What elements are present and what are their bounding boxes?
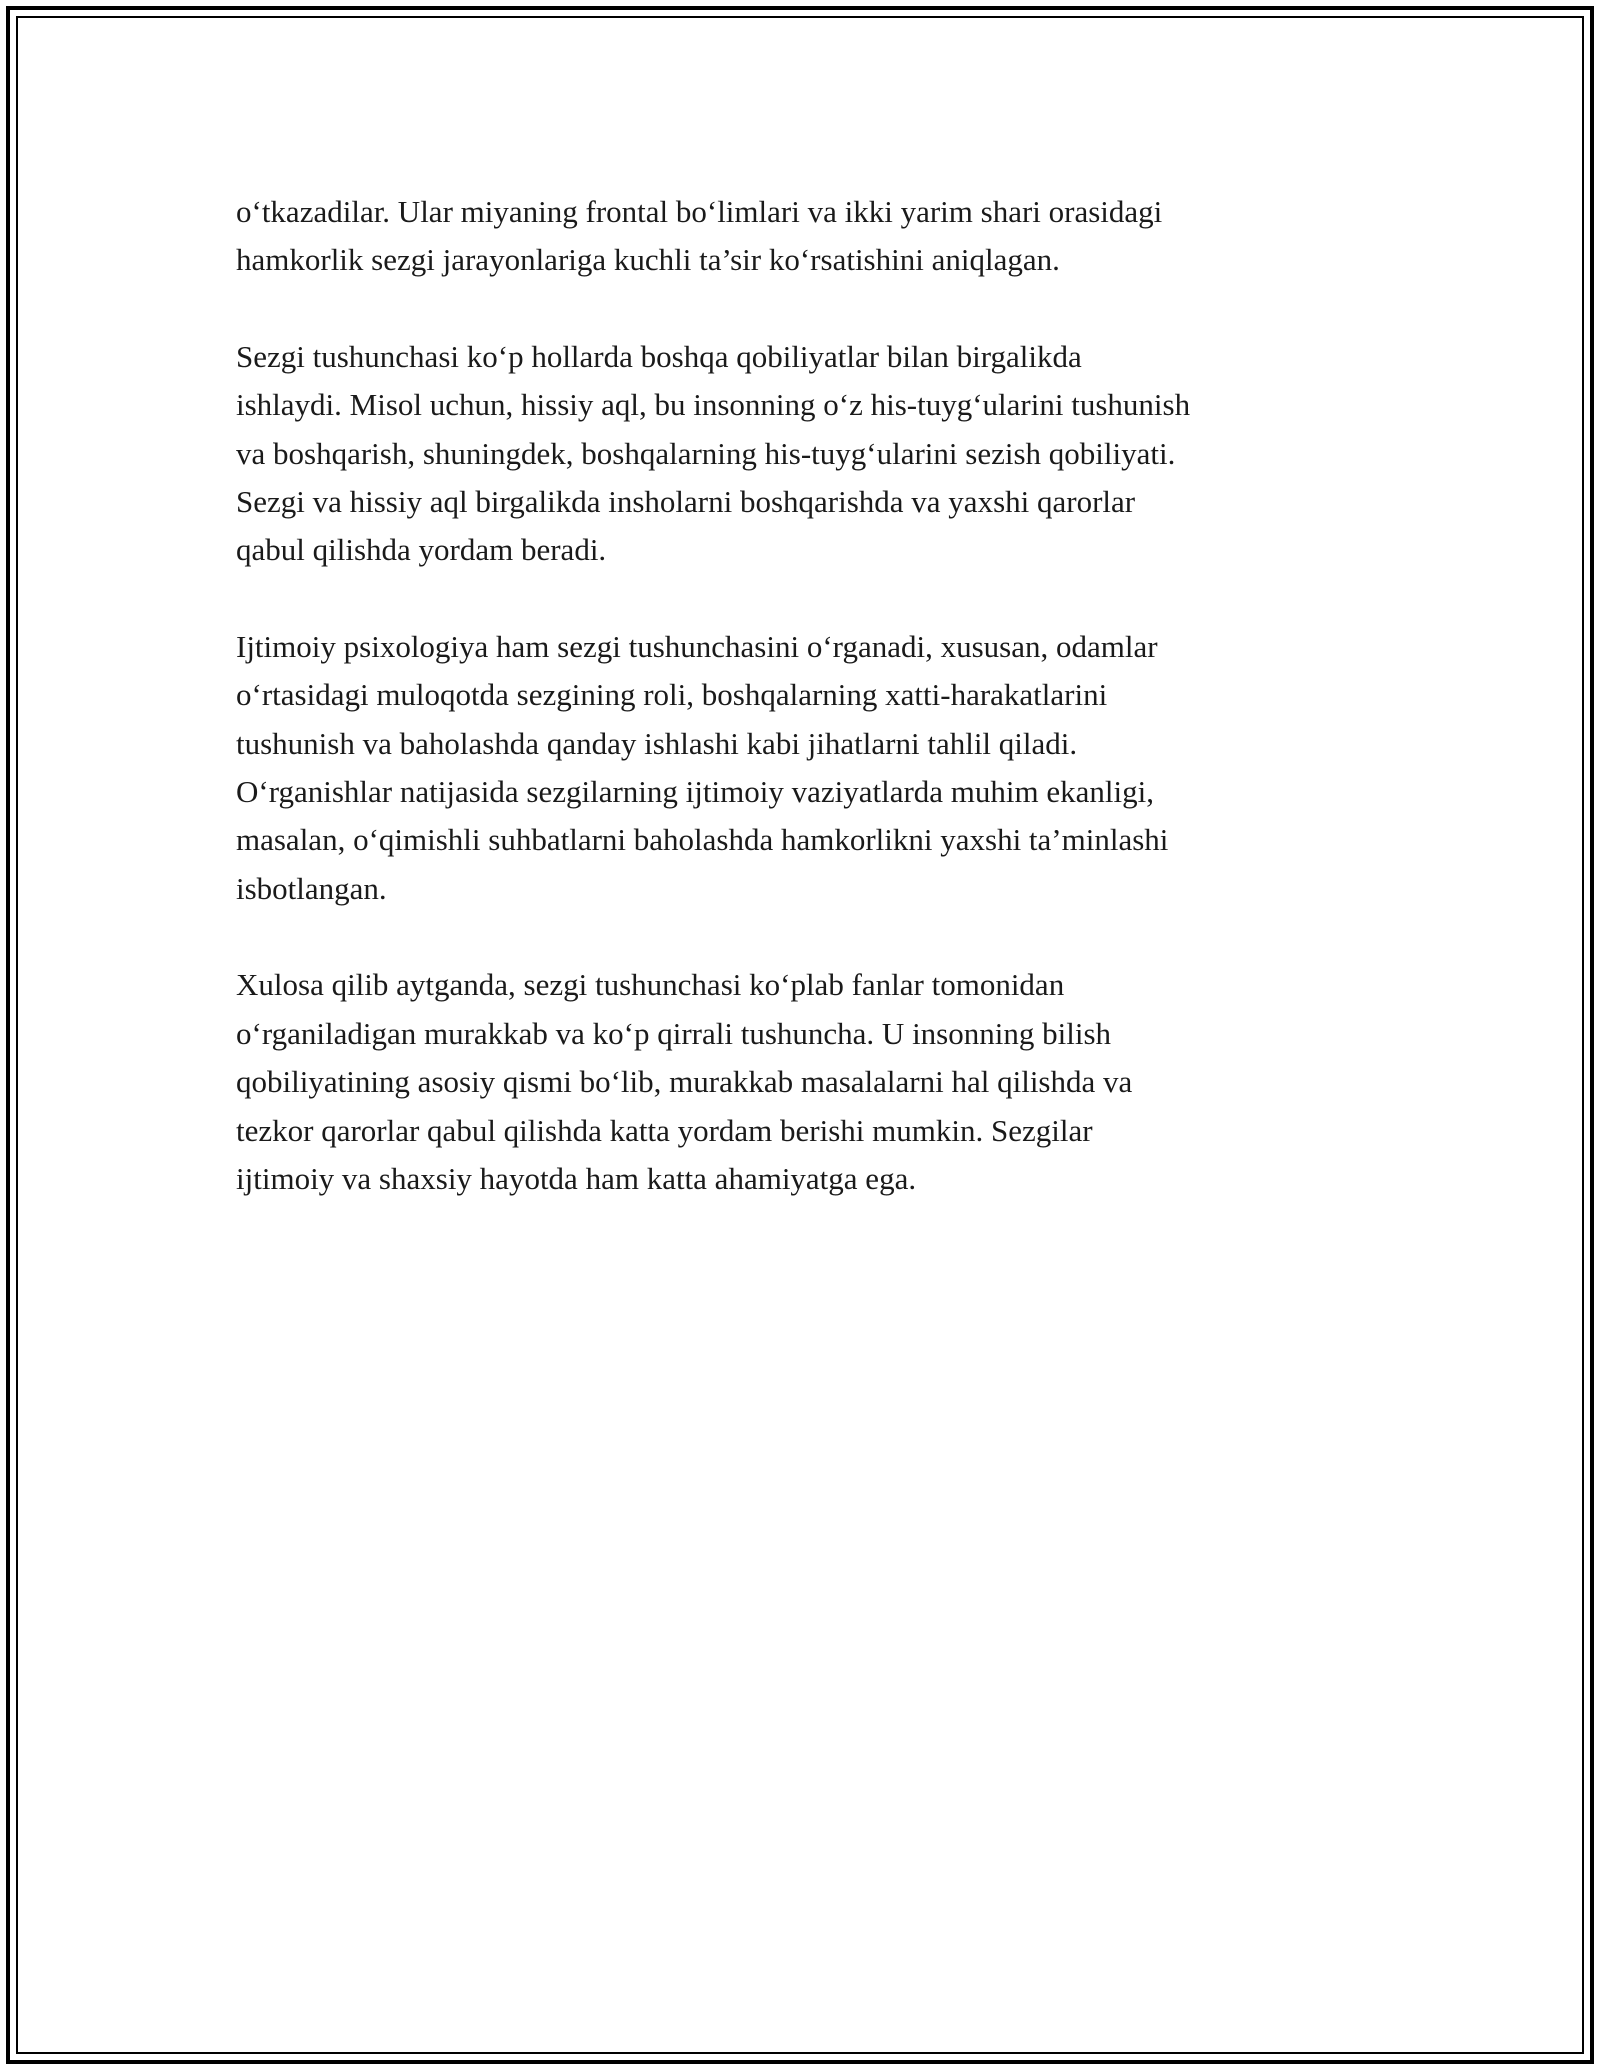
text-line: va boshqarish, shuningdek, boshqalarning his-tuyg‘ularini sezish qobiliyati.	[236, 435, 1176, 471]
text-line: o‘rtasidagi muloqotda sezgining roli, boshqalarning xatti-harakatlarini	[236, 677, 1108, 713]
text-line: Sezgi va hissiy aql birgalikda insholarni boshqarishda va yaxshi qarorlar	[236, 484, 1136, 520]
text-line: ijtimoiy va shaxsiy hayotda ham katta ahamiyatga ega.	[236, 1160, 917, 1196]
paragraph	[236, 623, 1376, 913]
text-line: tezkor qarorlar qabul qilishda katta yordam berishi mumkin. Sezgilar	[236, 1112, 1093, 1148]
text-line: Sezgi tushunchasi ko‘p hollarda boshqa qobiliyatlar bilan birgalikda	[236, 338, 1082, 374]
text-line: qabul qilishda yordam beradi.	[236, 532, 607, 568]
text-line: o‘tkazadilar. Ular miyaning frontal bo‘limlari va ikki yarim shari orasidagi	[236, 194, 1163, 229]
text-line: o‘rganiladigan murakkab va ko‘p qirrali tushuncha. U insonning bilish	[236, 1015, 1112, 1051]
text-line: Ijtimoiy psixologiya ham sezgi tushunchasini o‘rganadi, xususan, odamlar	[236, 628, 1158, 664]
text-line: qobiliyatining asosiy qismi bo‘lib, murakkab masalalarni hal qilishda va	[236, 1064, 1133, 1100]
text-line: tushunish va baholashda qanday ishlashi kabi jihatlarni tahlil qiladi.	[236, 725, 1078, 761]
paragraph	[236, 333, 1376, 575]
paragraph	[236, 188, 1376, 285]
text-line: isbotlangan.	[236, 870, 387, 906]
text-line: hamkorlik sezgi jarayonlariga kuchli ta’sir ko‘rsatishini aniqlagan.	[236, 242, 1060, 278]
text-line: Xulosa qilib aytganda, sezgi tushunchasi ko‘plab fanlar tomonidan	[236, 967, 1065, 1003]
text-line: ishlaydi. Misol uchun, hissiy aql, bu insonning o‘z his-tuyg‘ularini tushunish	[236, 387, 1191, 423]
document-body	[236, 188, 1376, 1251]
text-line: masalan, o‘qimishli suhbatlarni baholashda hamkorlikni yaxshi ta’minlashi	[236, 822, 1169, 858]
paragraph	[236, 961, 1376, 1203]
text-line: O‘rganishlar natijasida sezgilarning ijtimoiy vaziyatlarda muhim ekanligi,	[236, 774, 1154, 810]
